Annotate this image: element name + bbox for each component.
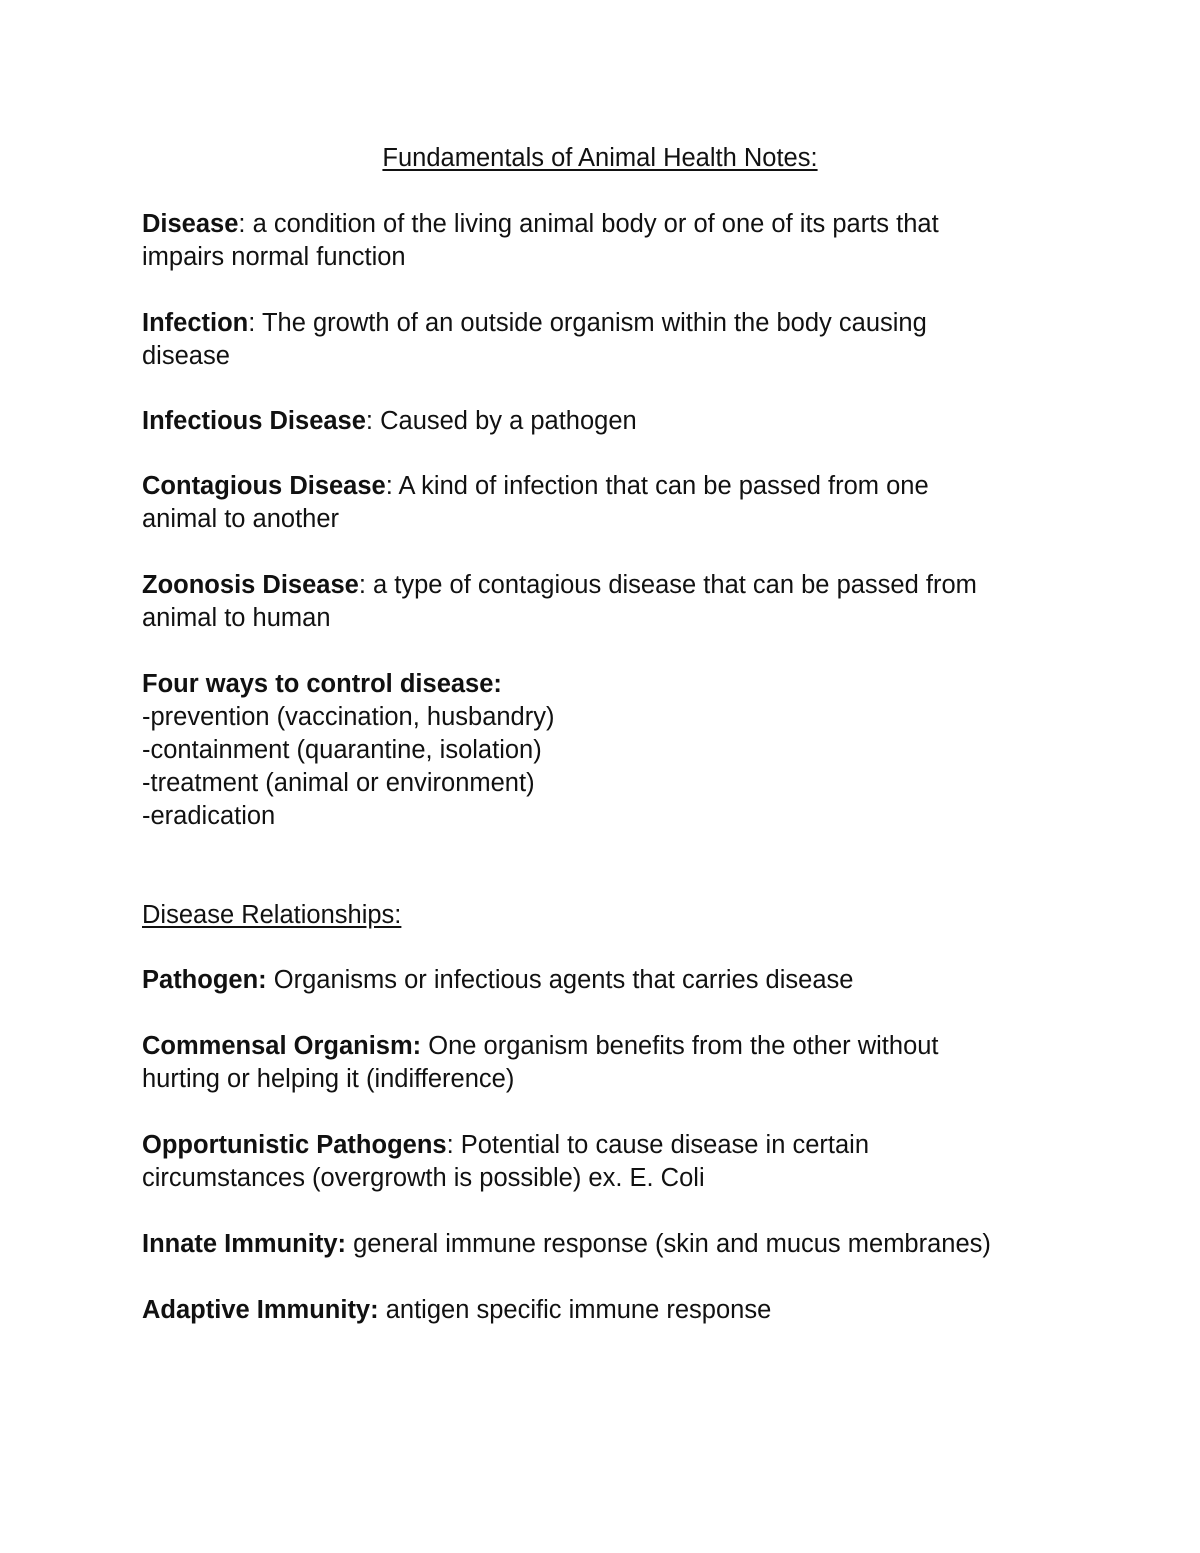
term-separator: : (238, 210, 253, 238)
definition-text: One organism benefits from the other without (428, 1032, 939, 1060)
definition-zoonosis-disease (142, 569, 1072, 635)
term-label: Infectious Disease (142, 407, 366, 435)
term-label: Adaptive Immunity: (142, 1296, 379, 1324)
term-separator: : (385, 472, 399, 500)
definition-text: Potential to cause disease in certain (460, 1131, 870, 1159)
term-separator: : (365, 407, 381, 435)
definition-text-continued: animal to another (142, 505, 340, 533)
term-label: Pathogen: (142, 966, 267, 994)
definition-text: a condition of the living animal body or of one of its parts that (252, 210, 939, 238)
definition-adaptive-immunity (142, 1294, 1072, 1327)
term-label: Opportunistic Pathogens (142, 1131, 447, 1159)
term-label: Zoonosis Disease (142, 571, 359, 599)
section-heading: Disease Relationships: (142, 901, 402, 929)
definition-text-continued: hurting or helping it (indifference) (142, 1065, 515, 1093)
definition-text-continued: disease (142, 342, 230, 370)
control-heading: Four ways to control disease: (142, 670, 502, 698)
control-list-item: -eradication (142, 802, 276, 830)
term-label: Infection (142, 309, 249, 337)
term-separator: : (358, 571, 373, 599)
term-separator (267, 966, 274, 994)
definition-text: A kind of infection that can be passed from one (398, 472, 929, 500)
term-label: Disease (142, 210, 239, 238)
definition-text-continued: animal to human (142, 604, 331, 632)
term-label: Contagious Disease (142, 472, 386, 500)
definition-opportunistic-pathogens (142, 1129, 1072, 1195)
definition-text: general immune response (skin and mucus membranes) (353, 1230, 991, 1258)
definition-text: antigen specific immune response (385, 1296, 772, 1324)
relationships-heading-block (142, 899, 1072, 932)
definition-pathogen (142, 964, 1072, 997)
control-list-item: -prevention (vaccination, husbandry) (142, 703, 555, 731)
page-title: Fundamentals of Animal Health Notes: (382, 144, 818, 172)
definition-disease (142, 208, 1072, 274)
term-label: Commensal Organism: (142, 1032, 422, 1060)
definition-text: Caused by a pathogen (380, 407, 637, 435)
term-separator: : (446, 1131, 461, 1159)
definition-contagious-disease (142, 470, 1072, 536)
definition-text: The growth of an outside organism within the body causing (261, 309, 927, 337)
term-label: Innate Immunity: (142, 1230, 347, 1258)
definition-infection (142, 307, 1072, 373)
control-list-item: -treatment (animal or environment) (142, 769, 535, 797)
control-disease-section (142, 668, 1072, 833)
control-list-item: -containment (quarantine, isolation) (142, 736, 542, 764)
definition-text: Organisms or infectious agents that carries disease (273, 966, 854, 994)
definition-commensal-organism (142, 1030, 1072, 1096)
definition-text-continued: circumstances (overgrowth is possible) ex. E. Coli (142, 1164, 705, 1192)
definition-text-continued: impairs normal function (142, 243, 406, 271)
definition-text: a type of contagious disease that can be passed from (373, 571, 977, 599)
definition-infectious-disease (142, 405, 1072, 438)
definition-innate-immunity (142, 1228, 1072, 1261)
term-separator: : (248, 309, 262, 337)
term-separator (379, 1296, 386, 1324)
